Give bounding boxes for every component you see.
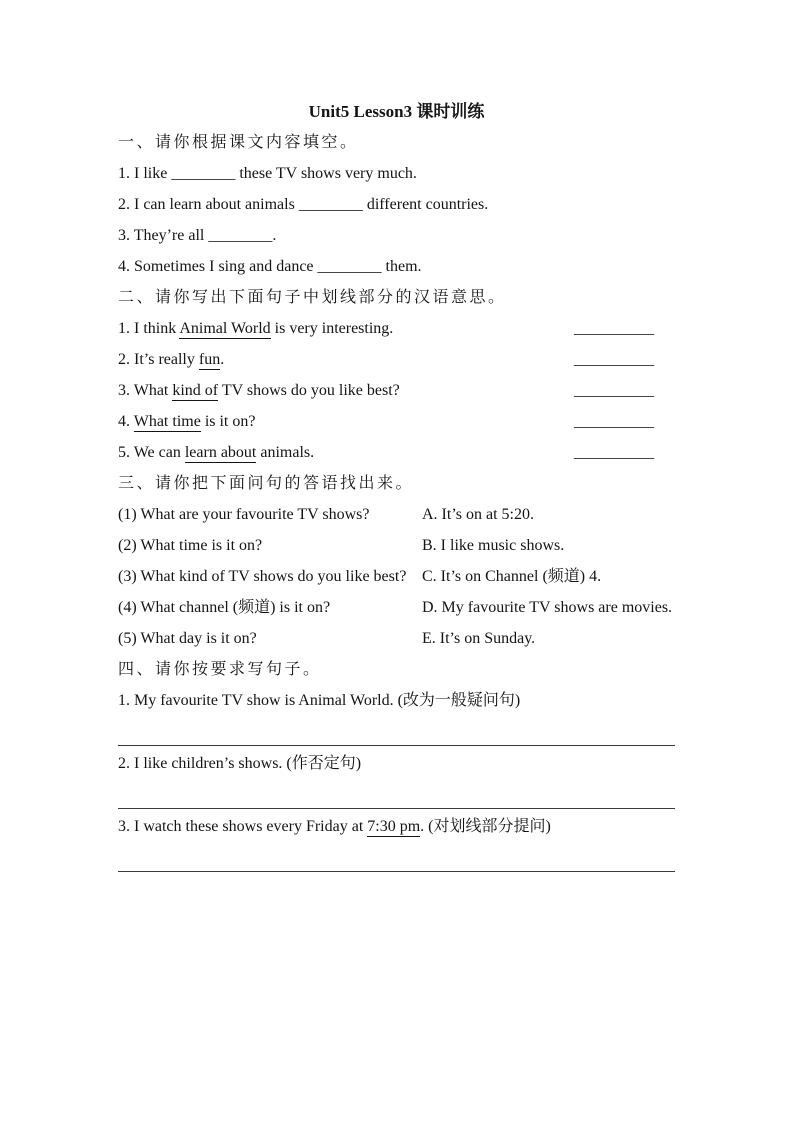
match-row-4 (118, 592, 675, 623)
rewrite-item-2: 2. I like children’s shows. (作否定句) (118, 755, 362, 772)
match-row-2 (118, 530, 675, 561)
sentence: 3. What kind of TV shows do you like best? (118, 382, 400, 399)
sentence: 5. We can learn about animals. (118, 444, 315, 461)
underlined-phrase: kind of (172, 382, 219, 399)
match-row-3 (118, 561, 675, 592)
match-answer: A. It’s on at 5:20. (422, 506, 534, 523)
translation-blank: __________ (574, 413, 654, 430)
worksheet-page (118, 96, 675, 874)
translation-item-4 (118, 406, 675, 437)
translation-blank: __________ (574, 351, 654, 368)
match-answer: B. I like music shows. (422, 537, 565, 554)
fill-blank-item-2: 2. I can learn about animals ________ different countries. (118, 196, 489, 213)
match-question: (4) What channel (频道) is it on? (118, 599, 331, 616)
match-row-5 (118, 623, 675, 654)
sentence: 1. I think Animal World is very interesting. (118, 320, 394, 337)
underlined-phrase: fun (198, 351, 221, 368)
translation-blank: __________ (574, 320, 654, 337)
fill-blank-item-4: 4. Sometimes I sing and dance ________ them. (118, 258, 422, 275)
translation-item-3 (118, 375, 675, 406)
section-4-heading: 四、请你按要求写句子。 (118, 661, 322, 678)
fill-blank-item-3: 3. They’re all ________. (118, 227, 277, 244)
sentence: 2. It’s really fun. (118, 351, 225, 368)
match-question: (3) What kind of TV shows do you like best? (118, 568, 407, 585)
underlined-phrase: learn about (184, 444, 257, 461)
answer-line (118, 716, 675, 746)
underlined-phrase: Animal World (179, 320, 271, 337)
rewrite-item-3: 3. I watch these shows every Friday at 7:30 pm. (对划线部分提问) (118, 818, 551, 835)
answer-line (118, 842, 675, 872)
translation-blank: __________ (574, 382, 654, 399)
fill-blank-item-1: 1. I like ________ these TV shows very much. (118, 165, 417, 182)
match-question: (1) What are your favourite TV shows? (118, 506, 370, 523)
match-answer: E. It’s on Sunday. (422, 630, 536, 647)
underlined-phrase: What time (133, 413, 201, 430)
section-2-heading: 二、请你写出下面句子中划线部分的汉语意思。 (118, 289, 507, 306)
match-answer: C. It’s on Channel (频道) 4. (422, 568, 602, 585)
section-3-heading: 三、请你把下面问句的答语找出来。 (118, 475, 415, 492)
match-question: (5) What day is it on? (118, 630, 257, 647)
translation-item-1 (118, 313, 675, 344)
translation-item-2 (118, 344, 675, 375)
underlined-phrase: 7:30 pm (367, 818, 421, 835)
translation-item-5 (118, 437, 675, 468)
sentence: 4. What time is it on? (118, 413, 256, 430)
match-row-1 (118, 499, 675, 530)
match-question: (2) What time is it on? (118, 537, 263, 554)
page-title: Unit5 Lesson3 课时训练 (308, 102, 485, 121)
section-1-heading: 一、请你根据课文内容填空。 (118, 134, 359, 151)
rewrite-item-1: 1. My favourite TV show is Animal World. (改为一般疑问句) (118, 692, 521, 709)
translation-blank: __________ (574, 444, 654, 461)
match-answer: D. My favourite TV shows are movies. (422, 599, 673, 616)
answer-line (118, 779, 675, 809)
